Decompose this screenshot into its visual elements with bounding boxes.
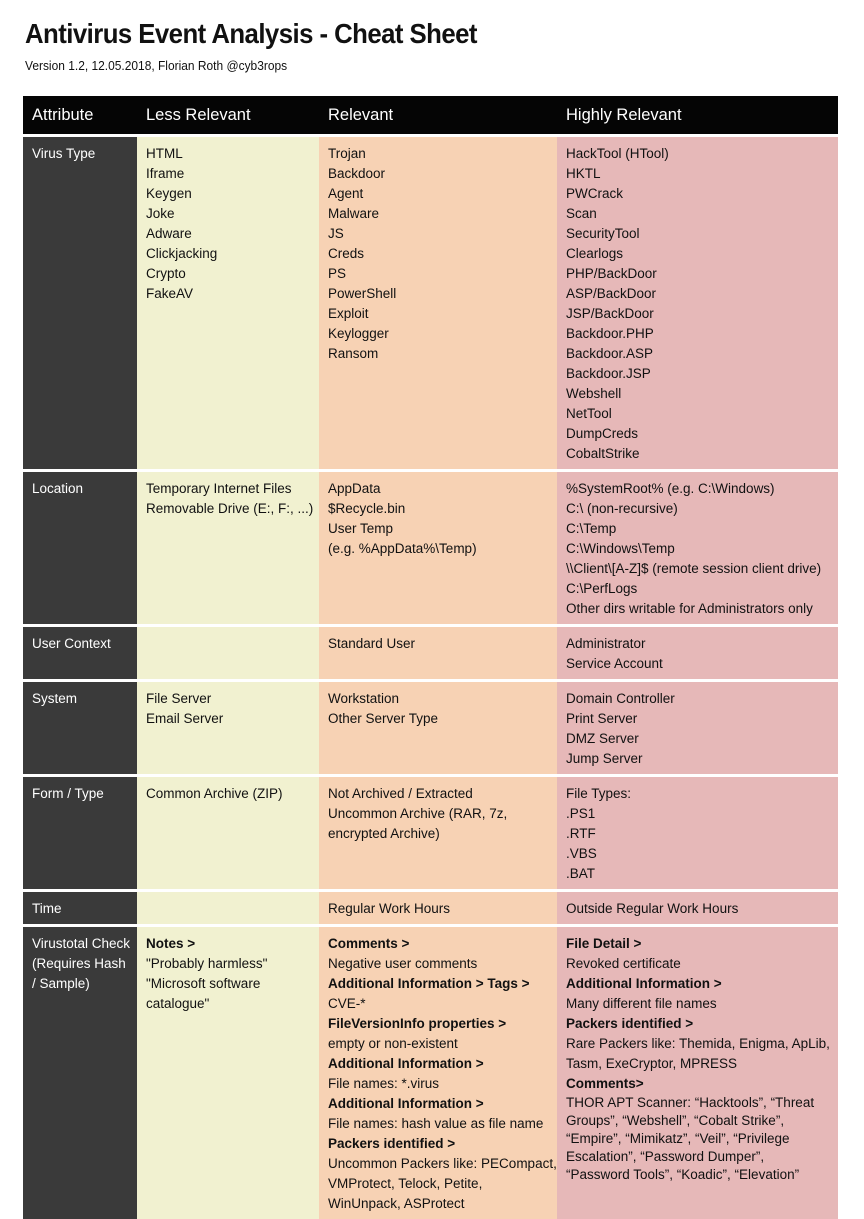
cell-line: Ransom [328,346,379,361]
cell-line: %SystemRoot% (e.g. C:\Windows) [566,481,775,496]
cell-line: JS [328,226,344,241]
cell-line: Jump Server [566,751,643,766]
cell-line: Additional Information > Tags > [328,976,530,991]
less-relevant-cell [137,136,319,471]
cell-line: C:\ (non-recursive) [566,501,678,516]
cell-line: Agent [328,186,364,201]
column-header-attribute: Attribute [23,96,137,136]
column-header-highly-relevant: Highly Relevant [557,96,838,136]
cell-line: CobaltStrike [566,446,640,461]
cell-line: VMProtect, Telock, Petite, [328,1176,483,1191]
cell-line: (Requires Hash [32,956,126,971]
cell-line: / Sample) [32,976,90,991]
cell-line: \\Client\[A-Z]$ (remote session client drive) [566,561,822,576]
cell-line: Time [32,901,62,916]
cell-line: (e.g. %AppData%\Temp) [328,541,477,556]
less-relevant-cell [137,776,319,891]
table-row [23,891,838,926]
cell-line: Packers identified > [328,1136,456,1151]
table-row [23,776,838,891]
cell-line: .VBS [566,846,597,861]
cell-line: DumpCreds [566,426,639,441]
cell-line: Rare Packers like: Themida, Enigma, ApLib, [566,1036,830,1051]
highly-relevant-cell [557,776,838,891]
highly-relevant-cell [557,626,838,681]
cell-line: Exploit [328,306,369,321]
cell-line: Clickjacking [146,246,218,261]
highly-relevant-cell [557,681,838,776]
cell-line: C:\Windows\Temp [566,541,675,556]
less-relevant-cell [137,471,319,626]
cell-line: Iframe [146,166,185,181]
cell-line: User Temp [328,521,394,536]
cell-line: Joke [146,206,175,221]
cell-line: User Context [32,636,111,651]
cell-line: Keylogger [328,326,389,341]
cell-line: File names: *.virus [328,1076,440,1091]
cheat-sheet-table [23,96,838,1219]
cell-line: C:\PerfLogs [566,581,638,596]
cell-line: File Server [146,691,212,706]
cell-line: Negative user comments [328,956,478,971]
cell-line: Location [32,481,84,496]
relevant-cell [319,926,557,1219]
cell-line: Revoked certificate [566,956,681,971]
table-row [23,471,838,626]
cell-line: Service Account [566,656,663,671]
table-row [23,626,838,681]
less-relevant-cell [137,626,319,681]
attribute-cell [23,626,137,681]
cell-line: Temporary Internet Files [146,481,292,496]
cell-line: C:\Temp [566,521,617,536]
cell-line: Additional Information > [328,1056,484,1071]
cell-line: Administrator [566,636,646,651]
cell-line: Backdoor [328,166,386,181]
cell-line: Domain Controller [566,691,675,706]
cell-line: Additional Information > [328,1096,484,1111]
relevant-cell [319,891,557,926]
cell-line: Uncommon Packers like: PECompact, [328,1156,557,1171]
cell-line: encrypted Archive) [328,826,440,841]
cell-line: Virus Type [32,146,96,161]
cell-line: Creds [328,246,365,261]
highly-relevant-cell [557,136,838,471]
table-row [23,136,838,471]
cell-line: Webshell [566,386,622,401]
cell-line: Notes > [146,936,196,951]
cell-line: DMZ Server [566,731,639,746]
cell-line: File names: hash value as file name [328,1116,544,1131]
cell-line: Backdoor.ASP [566,346,654,361]
cell-line: Other dirs writable for Administrators only [566,601,813,616]
cell-line: Keygen [146,186,192,201]
highly-relevant-cell [557,926,838,1219]
cell-line: .BAT [566,866,596,881]
table-row [23,681,838,776]
less-relevant-cell [137,926,319,1219]
cell-line: empty or non-existent [328,1036,458,1051]
cell-line: "Probably harmless" [146,956,268,971]
cell-line: Crypto [146,266,186,281]
highly-relevant-cell [557,471,838,626]
cell-line: Comments > [328,936,410,951]
cell-line: FileVersionInfo properties > [328,1016,507,1031]
cell-line: Print Server [566,711,638,726]
cell-line: HKTL [566,166,601,181]
relevant-cell [319,136,557,471]
cell-line: Malware [328,206,380,221]
cell-line: Not Archived / Extracted [328,786,473,801]
attribute-cell [23,471,137,626]
cell-line: Adware [146,226,192,241]
cell-line: Outside Regular Work Hours [566,901,739,916]
cell-line: Standard User [328,636,416,651]
cell-line: Tasm, ExeCryptor, MPRESS [566,1056,738,1071]
cell-line: Other Server Type [328,711,439,726]
cell-line: catalogue" [146,996,210,1011]
cell-line: THOR APT Scanner: “Hacktools”, “Threat Groups”, “Webshell”, “Cobalt Strike”, “Empire”, “Mimikatz”, “Veil”, “Privilege Escalation”, “Password Dumper”, “Password Tools”, “Koadic”, “Elevation” [566,1095,815,1182]
cell-line: NetTool [566,406,612,421]
cell-line: CVE-* [328,996,366,1011]
cell-line: ASP/BackDoor [566,286,657,301]
cell-line: Additional Information > [566,976,722,991]
cell-line: Virustotal Check [32,936,131,951]
cell-line: File Types: [566,786,632,801]
relevant-cell [319,681,557,776]
less-relevant-cell [137,681,319,776]
cell-line: HackTool (HTool) [566,146,669,161]
cell-line: AppData [328,481,381,496]
cell-line: $Recycle.bin [328,501,406,516]
cell-line: .PS1 [566,806,596,821]
cell-line: Form / Type [32,786,104,801]
cell-line: FakeAV [146,286,194,301]
column-header-less-relevant: Less Relevant [137,96,319,136]
cell-line: HTML [146,146,183,161]
relevant-cell [319,471,557,626]
cell-line: Many different file names [566,996,717,1011]
cell-line: PS [328,266,347,281]
cell-line: System [32,691,78,706]
cell-line: Uncommon Archive (RAR, 7z, [328,806,508,821]
cell-line: Common Archive (ZIP) [146,786,283,801]
highly-relevant-cell [557,891,838,926]
cell-line: Trojan [328,146,366,161]
attribute-cell [23,776,137,891]
table-row [23,926,838,1219]
attribute-cell [23,681,137,776]
cell-line: Workstation [328,691,400,706]
attribute-cell [23,891,137,926]
cell-line: Email Server [146,711,224,726]
cell-line: WinUnpack, ASProtect [328,1196,465,1211]
header-row [23,96,838,136]
cell-line: Comments> [566,1076,644,1091]
cell-line: "Microsoft software [146,976,261,991]
cell-line: Scan [566,206,597,221]
attribute-cell [23,926,137,1219]
cell-line: PHP/BackDoor [566,266,657,281]
cell-line: .RTF [566,826,596,841]
attribute-cell [23,136,137,471]
cell-line: Backdoor.PHP [566,326,654,341]
cell-line: Regular Work Hours [328,901,451,916]
cell-line: SecurityTool [566,226,640,241]
cell-line: Backdoor.JSP [566,366,651,381]
cell-line: Removable Drive (E:, F:, ...) [146,501,314,516]
column-header-relevant: Relevant [319,96,557,136]
less-relevant-cell [137,891,319,926]
cell-line: JSP/BackDoor [566,306,654,321]
relevant-cell [319,626,557,681]
relevant-cell [319,776,557,891]
cell-line: File Detail > [566,936,642,951]
cell-line: PowerShell [328,286,397,301]
page-title: Antivirus Event Analysis - Cheat Sheet [25,18,477,49]
cell-line: Packers identified > [566,1016,694,1031]
cell-line: Clearlogs [566,246,624,261]
page-subtitle: Version 1.2, 12.05.2018, Florian Roth @cyb3rops [25,58,288,73]
cell-line: PWCrack [566,186,623,201]
